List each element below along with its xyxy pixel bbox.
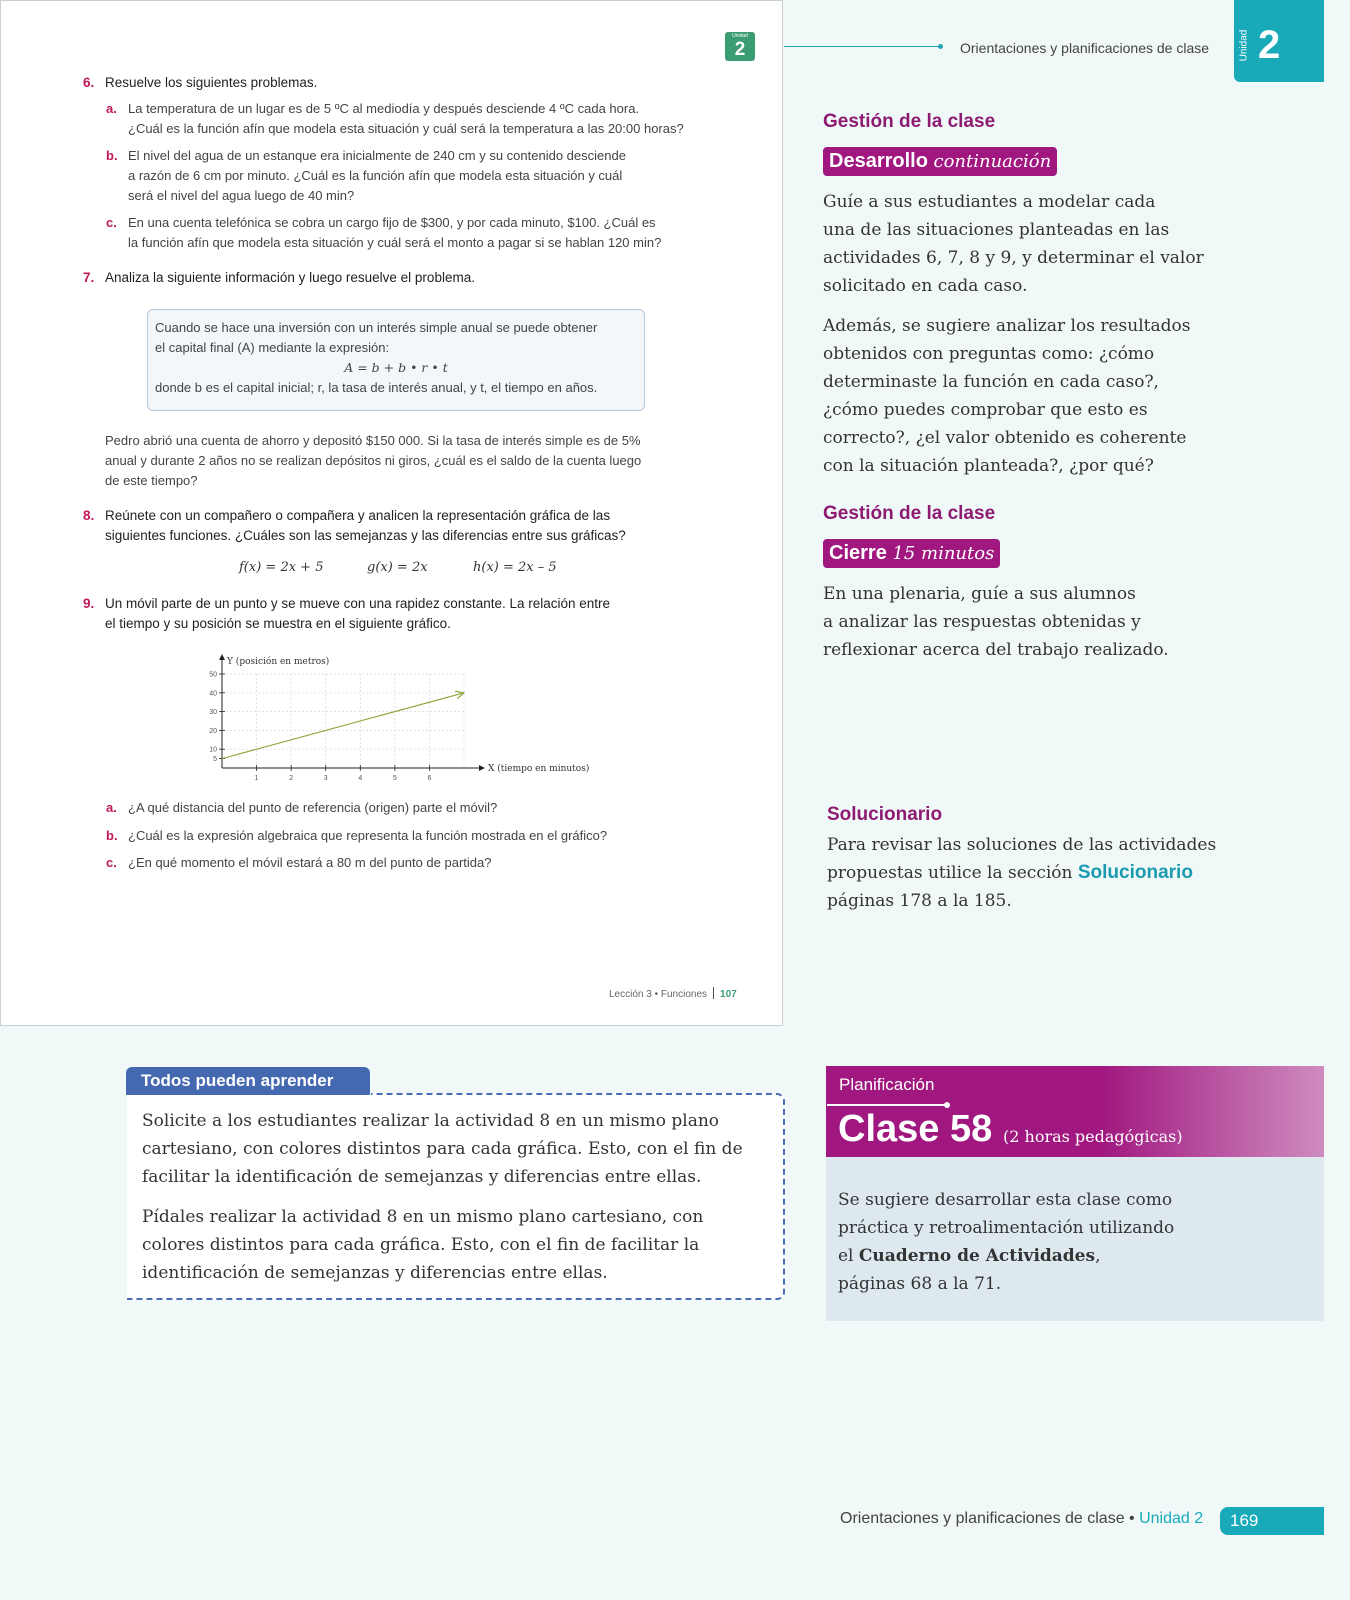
x-tick-label: 3 xyxy=(323,775,328,782)
planificacion-rule xyxy=(827,1104,947,1106)
chart-ticks xyxy=(209,672,431,783)
chart-series xyxy=(222,691,464,758)
header-rule-dot xyxy=(938,44,943,49)
y-tick-label: 20 xyxy=(209,727,217,735)
problem-7-statement: Pedro abrió una cuenta de ahorro y depositó $150 000. Si la tasa de interés simple es de 5% anual y durante 2 años no se realizan depósitos ni giros, ¿cuál es el saldo de la cuenta luego de este tiempo? xyxy=(105,433,642,488)
x-tick-label: 2 xyxy=(289,775,294,782)
chart-grid xyxy=(222,674,464,768)
clase-hours: (2 horas pedagógicas) xyxy=(1003,1127,1183,1146)
position-time-chart xyxy=(196,649,616,789)
planificacion-body: Se sugiere desarrollar esta clase como práctica y retroalimentación utilizando el Cuaderno de Actividades, páginas 68 a la 71. xyxy=(826,1157,1324,1321)
x-axis-label: X (tiempo en minutos) xyxy=(488,764,590,774)
x-tick-label: 6 xyxy=(427,775,432,782)
y-tick-label: 40 xyxy=(209,690,217,698)
cuaderno-actividades: Cuaderno de Actividades xyxy=(858,1246,1096,1266)
solucionario-text: Para revisar las soluciones de las actividades propuestas utilice la sección Solucionario páginas 178 a la 185. xyxy=(827,835,1217,911)
gestion-1-paragraph-1: Guíe a sus estudiantes a modelar cada una de las situaciones planteadas en las actividades 6, 7, 8 y 9, y determinar el valor solicitado en cada caso. xyxy=(823,192,1204,296)
todos-paragraph-2: Pídales realizar la actividad 8 en un mismo plano cartesiano, con colores distintos para cada gráfica. Esto, con el fin de facilitar la identificación de semejanzas y diferencias entre ellas. xyxy=(142,1207,704,1283)
desarrollo-tag: Desarrollo continuación xyxy=(823,147,1057,176)
chart-axes xyxy=(219,654,485,771)
gestion-2-paragraph: En una plenaria, guíe a sus alumnos a analizar las respuestas obtenidas y reflexionar acerca del trabajo realizado. xyxy=(823,584,1169,660)
student-page-number: 107 xyxy=(720,989,737,1000)
x-tick-label: 1 xyxy=(254,775,259,782)
x-axis-arrow xyxy=(479,765,485,771)
y-tick-label: 30 xyxy=(209,709,217,717)
gestion-1-paragraph-2: Además, se sugiere analizar los resultados obtenidos con preguntas como: ¿cómo determinaste la función en cada caso?, ¿cómo puedes comprobar que esto es correcto?, ¿el valor obtenido es coherente con la situación planteada?, ¿por qué? xyxy=(823,316,1191,476)
planificacion-label: Planificación xyxy=(839,1075,935,1094)
x-tick-label: 5 xyxy=(392,775,397,782)
series-line xyxy=(222,693,464,759)
unit-tab: Unidad 2 xyxy=(1234,0,1324,82)
guide-footer: Orientaciones y planificaciones de clase • Unidad 2 xyxy=(840,1510,1204,1527)
header-title: Orientaciones y planificaciones de clase xyxy=(960,40,1210,56)
unit-badge: Unidad 2 xyxy=(725,32,755,61)
function-g: g(x) = 2x xyxy=(367,560,428,575)
todos-pueden-aprender-box xyxy=(127,1093,785,1300)
interest-info-box: Cuando se hace una inversión con un interés simple anual se puede obtener el capital final (A) mediante la expresión: A = b + b • r • t donde b es el capital inicial; r, la tasa de interés anual, y t, el tiempo en años. xyxy=(147,309,645,411)
gestion-title-1: Gestión de la clase xyxy=(823,111,996,132)
x-tick-label: 4 xyxy=(358,775,363,782)
y-tick-label: 50 xyxy=(209,671,217,679)
cierre-tag: Cierre 15 minutos xyxy=(823,539,1000,568)
header-rule xyxy=(784,46,940,47)
todos-pueden-aprender-tab: Todos pueden aprender xyxy=(126,1067,370,1095)
interest-formula: A = b + b • r • t xyxy=(344,360,448,375)
y-axis-label: Y (posición en metros) xyxy=(227,657,330,667)
function-f: f(x) = 2x + 5 xyxy=(239,560,324,575)
y-axis-arrow xyxy=(219,654,225,660)
student-page: Unidad 2 6. Resuelve los siguientes problemas. a. La temperatura de un lugar es de 5 ºC al mediodía y después desciende 4 ºC cada hora. ¿Cuál es la función afín que modela esta situación y cuál será la temperatura a las 20:00 horas? b. El nivel del agua de un estanque era inicialmente de 240 cm y su contenido desciende a razón de 6 cm por minuto. ¿Cuál es la función afín que modela esta situación y cuál será el nivel del agua luego de 40 min? c. En una cuenta telefónica se cobra un cargo fijo de $300, y por cada minuto, $100. ¿Cuál es la función afín que modela esta situación y cuál será el monto a pagar si se hablan 120 min? 7. Analiza la siguiente información y luego resuelve el problema. Cuando se hace una inversión con un interés simple anual se puede obtener el capital final (A) mediante la expresión: A = b + b • r • t donde b es el capital inicial; r, la tasa de interés anual, y t, el tiempo en años. Pedro abrió una cuenta de ahorro y depositó $150 000. Si la tasa de interés simple es de 5% anual y durante 2 años no se realizan depósitos ni giros, ¿cuál es el saldo de la cuenta luego de este tiempo? 8. Reúnete con un compañero o compañera y analicen la representación gráfica de las siguientes funciones. ¿Cuáles son las semejanzas y las diferencias entre sus gráficas? f(x) = 2x + 5 g(x) = 2x h(x) = 2x – 5 9. Un móvil parte de un punto y se mueve con una rapidez constante. La relación entre el tiempo y su posición se muestra en el siguiente gráfico. 1 2 3 4 5 6 5 10 20 30 40 50 Y (posición en metros) X (tiempo en minutos) a. ¿A qué distancia del punto de referencia (origen) parte el móvil? b. ¿Cuál es la expresión algebraica que representa la función mostrada en el gráfico? c. ¿En qué momento el móvil estará a 80 m del punto de partida? Lección 3 • Funciones 107 xyxy=(0,0,783,1026)
solucionario-link[interactable]: Solucionario xyxy=(1077,862,1193,883)
clase-number: Clase 58 xyxy=(838,1108,993,1150)
y-tick-label: 5 xyxy=(213,756,217,764)
y-tick-label: 10 xyxy=(209,746,217,754)
gestion-title-2: Gestión de la clase xyxy=(823,503,996,524)
student-page-footer: Lección 3 • Funciones 107 xyxy=(609,989,737,1000)
todos-paragraph-1: Solicite a los estudiantes realizar la actividad 8 en un mismo plano cartesiano, con colores distintos para cada gráfica. Esto, con el fin de facilitar la identificación de semejanzas y diferencias entre ellas. xyxy=(142,1111,743,1187)
function-h: h(x) = 2x – 5 xyxy=(473,560,557,575)
guide-page-number: 169 xyxy=(1220,1507,1324,1535)
solucionario-title: Solucionario xyxy=(827,804,943,825)
